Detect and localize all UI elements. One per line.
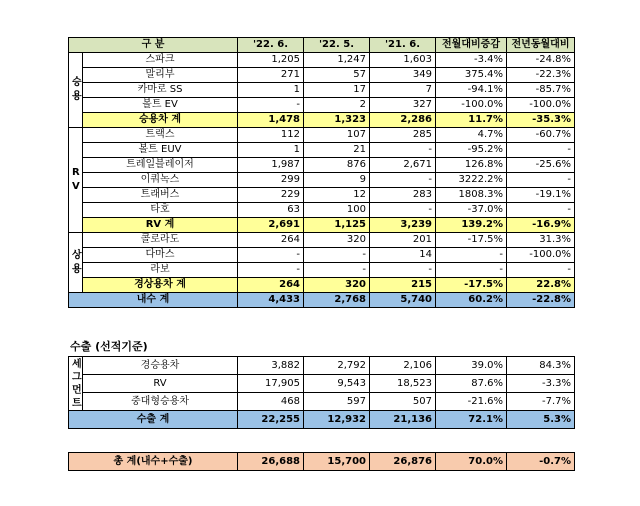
grand-total-c1: 26,688	[238, 453, 304, 471]
passenger-value: -100.0%	[436, 98, 507, 113]
rv-subtotal-value: -16.9%	[507, 218, 575, 233]
rv-value: 283	[370, 188, 436, 203]
rv-value: 3222.2%	[436, 173, 507, 188]
header-category: 구 분	[69, 38, 238, 53]
rv-value: 876	[304, 158, 370, 173]
rv-value: 299	[238, 173, 304, 188]
grand-total-c4: 70.0%	[436, 453, 507, 471]
export-subtotal-value: 21,136	[370, 411, 436, 429]
passenger-value: 1,247	[304, 53, 370, 68]
commercial-model-name: 콜로라도	[83, 233, 238, 248]
rv-model-name: 이쿼녹스	[83, 173, 238, 188]
export-subtotal-value: 12,932	[304, 411, 370, 429]
export-title: 수출 (선적기준)	[70, 340, 148, 353]
commercial-model-name: 라보	[83, 263, 238, 278]
commercial-value: -	[507, 263, 575, 278]
domestic-total-row	[69, 293, 575, 308]
commercial-value: 14	[370, 248, 436, 263]
passenger-value: 1,205	[238, 53, 304, 68]
grand-total-c3: 26,876	[370, 453, 436, 471]
export-subtotal-value: 72.1%	[436, 411, 507, 429]
passenger-value: -24.8%	[507, 53, 575, 68]
passenger-value: 17	[304, 83, 370, 98]
export-value: 87.6%	[436, 375, 507, 393]
commercial-row	[69, 248, 575, 263]
export-value: 84.3%	[507, 357, 575, 375]
grand-total-row	[69, 453, 575, 471]
rv-value: 107	[304, 128, 370, 143]
rv-row	[69, 158, 575, 173]
export-value: 17,905	[238, 375, 304, 393]
passenger-row	[69, 53, 575, 68]
passenger-value: -85.7%	[507, 83, 575, 98]
export-value: -7.7%	[507, 393, 575, 411]
grand-total-c5: -0.7%	[507, 453, 575, 471]
commercial-section	[69, 233, 575, 293]
commercial-group-label: 상용	[69, 233, 83, 293]
header-may22: '22. 5.	[304, 38, 370, 53]
rv-row	[69, 173, 575, 188]
passenger-group-label: 승용	[69, 53, 83, 128]
export-group-label: 세그먼트	[69, 357, 83, 411]
rv-value: -19.1%	[507, 188, 575, 203]
header-jun21: '21. 6.	[370, 38, 436, 53]
passenger-subtotal-value: 11.7%	[436, 113, 507, 128]
export-value: 2,792	[304, 357, 370, 375]
header-row	[69, 38, 575, 53]
passenger-value: -22.3%	[507, 68, 575, 83]
commercial-subtotal-value: 215	[370, 278, 436, 293]
export-table	[68, 356, 575, 429]
export-subtotal-label: 수출 계	[69, 411, 238, 429]
export-value: 2,106	[370, 357, 436, 375]
commercial-value: -	[238, 263, 304, 278]
commercial-subtotal-row	[69, 278, 575, 293]
domestic-total-label: 내수 계	[69, 293, 238, 308]
rv-value: 112	[238, 128, 304, 143]
export-value: 3,882	[238, 357, 304, 375]
commercial-value: 320	[304, 233, 370, 248]
commercial-model-name: 다마스	[83, 248, 238, 263]
commercial-subtotal-label: 경상용차 계	[83, 278, 238, 293]
passenger-value: -100.0%	[507, 98, 575, 113]
commercial-value: -100.0%	[507, 248, 575, 263]
commercial-subtotal-value: 22.8%	[507, 278, 575, 293]
rv-value: 100	[304, 203, 370, 218]
export-row	[69, 375, 575, 393]
rv-value: -37.0%	[436, 203, 507, 218]
passenger-subtotal-value: 2,286	[370, 113, 436, 128]
rv-value: -	[370, 143, 436, 158]
domestic-total-c2: 2,768	[304, 293, 370, 308]
rv-value: -	[370, 203, 436, 218]
passenger-section	[69, 53, 575, 128]
export-value: 507	[370, 393, 436, 411]
passenger-subtotal-label: 승용차 계	[83, 113, 238, 128]
passenger-value: 1	[238, 83, 304, 98]
passenger-row	[69, 83, 575, 98]
passenger-value: 57	[304, 68, 370, 83]
rv-value: -	[507, 173, 575, 188]
rv-value: 21	[304, 143, 370, 158]
export-value: 39.0%	[436, 357, 507, 375]
passenger-value: 2	[304, 98, 370, 113]
passenger-value: 349	[370, 68, 436, 83]
rv-subtotal-value: 1,125	[304, 218, 370, 233]
rv-row	[69, 188, 575, 203]
commercial-subtotal-value: 320	[304, 278, 370, 293]
rv-model-name: 트레일블레이저	[83, 158, 238, 173]
passenger-value: -3.4%	[436, 53, 507, 68]
passenger-model-name: 스파크	[83, 53, 238, 68]
rv-value: 4.7%	[436, 128, 507, 143]
export-segment-name: RV	[83, 375, 238, 393]
rv-subtotal-value: 2,691	[238, 218, 304, 233]
rv-value: 126.8%	[436, 158, 507, 173]
rv-value: -60.7%	[507, 128, 575, 143]
passenger-model-name: 볼트 EV	[83, 98, 238, 113]
export-value: -3.3%	[507, 375, 575, 393]
rv-value: -95.2%	[436, 143, 507, 158]
grand-total-table	[68, 452, 575, 471]
domestic-sales-table	[68, 37, 575, 308]
header-mom: 전월대비증감	[436, 38, 507, 53]
export-segment-name: 중대형승용차	[83, 393, 238, 411]
passenger-model-name: 카마로 SS	[83, 83, 238, 98]
rv-value: -	[507, 203, 575, 218]
commercial-row	[69, 263, 575, 278]
rv-model-name: 볼트 EUV	[83, 143, 238, 158]
rv-value: 2,671	[370, 158, 436, 173]
export-subtotal-row	[69, 411, 575, 429]
commercial-value: -	[304, 263, 370, 278]
domestic-total-c1: 4,433	[238, 293, 304, 308]
header-jun22: '22. 6.	[238, 38, 304, 53]
rv-value: 63	[238, 203, 304, 218]
commercial-subtotal-value: 264	[238, 278, 304, 293]
export-value: 18,523	[370, 375, 436, 393]
rv-value: 9	[304, 173, 370, 188]
rv-value: 1808.3%	[436, 188, 507, 203]
rv-value: 229	[238, 188, 304, 203]
passenger-row	[69, 98, 575, 113]
export-value: -21.6%	[436, 393, 507, 411]
export-section	[69, 357, 575, 429]
passenger-value: -94.1%	[436, 83, 507, 98]
export-subtotal-value: 5.3%	[507, 411, 575, 429]
rv-model-name: 트랙스	[83, 128, 238, 143]
grand-total-label: 총 계(내수+수출)	[69, 453, 238, 471]
rv-value: 1,987	[238, 158, 304, 173]
export-value: 597	[304, 393, 370, 411]
rv-row	[69, 203, 575, 218]
rv-value: -	[507, 143, 575, 158]
export-row	[69, 393, 575, 411]
commercial-value: -	[436, 263, 507, 278]
commercial-value: -	[238, 248, 304, 263]
rv-subtotal-value: 3,239	[370, 218, 436, 233]
export-value: 9,543	[304, 375, 370, 393]
passenger-value: 7	[370, 83, 436, 98]
commercial-value: 201	[370, 233, 436, 248]
commercial-value: -	[436, 248, 507, 263]
rv-value: 12	[304, 188, 370, 203]
rv-row	[69, 143, 575, 158]
passenger-subtotal-row	[69, 113, 575, 128]
domestic-total-c3: 5,740	[370, 293, 436, 308]
passenger-model-name: 말리부	[83, 68, 238, 83]
passenger-value: 1,603	[370, 53, 436, 68]
passenger-value: 271	[238, 68, 304, 83]
rv-row	[69, 128, 575, 143]
rv-subtotal-label: RV 계	[83, 218, 238, 233]
commercial-value: -17.5%	[436, 233, 507, 248]
commercial-value: -	[370, 263, 436, 278]
rv-model-name: 트래버스	[83, 188, 238, 203]
passenger-value: 375.4%	[436, 68, 507, 83]
passenger-subtotal-value: -35.3%	[507, 113, 575, 128]
domestic-total-c4: 60.2%	[436, 293, 507, 308]
rv-subtotal-value: 139.2%	[436, 218, 507, 233]
rv-value: -25.6%	[507, 158, 575, 173]
passenger-subtotal-value: 1,478	[238, 113, 304, 128]
export-value: 468	[238, 393, 304, 411]
commercial-value: 264	[238, 233, 304, 248]
rv-subtotal-row	[69, 218, 575, 233]
grand-total-c2: 15,700	[304, 453, 370, 471]
commercial-value: -	[304, 248, 370, 263]
export-segment-name: 경승용차	[83, 357, 238, 375]
rv-value: -	[370, 173, 436, 188]
passenger-row	[69, 68, 575, 83]
commercial-value: 31.3%	[507, 233, 575, 248]
rv-value: 285	[370, 128, 436, 143]
export-subtotal-value: 22,255	[238, 411, 304, 429]
passenger-value: 327	[370, 98, 436, 113]
rv-group-label: RV	[69, 128, 83, 233]
domestic-total-c5: -22.8%	[507, 293, 575, 308]
export-row	[69, 357, 575, 375]
rv-model-name: 타호	[83, 203, 238, 218]
rv-section	[69, 128, 575, 233]
passenger-subtotal-value: 1,323	[304, 113, 370, 128]
commercial-subtotal-value: -17.5%	[436, 278, 507, 293]
header-yoy: 전년동월대비	[507, 38, 575, 53]
commercial-row	[69, 233, 575, 248]
passenger-value: -	[238, 98, 304, 113]
rv-value: 1	[238, 143, 304, 158]
